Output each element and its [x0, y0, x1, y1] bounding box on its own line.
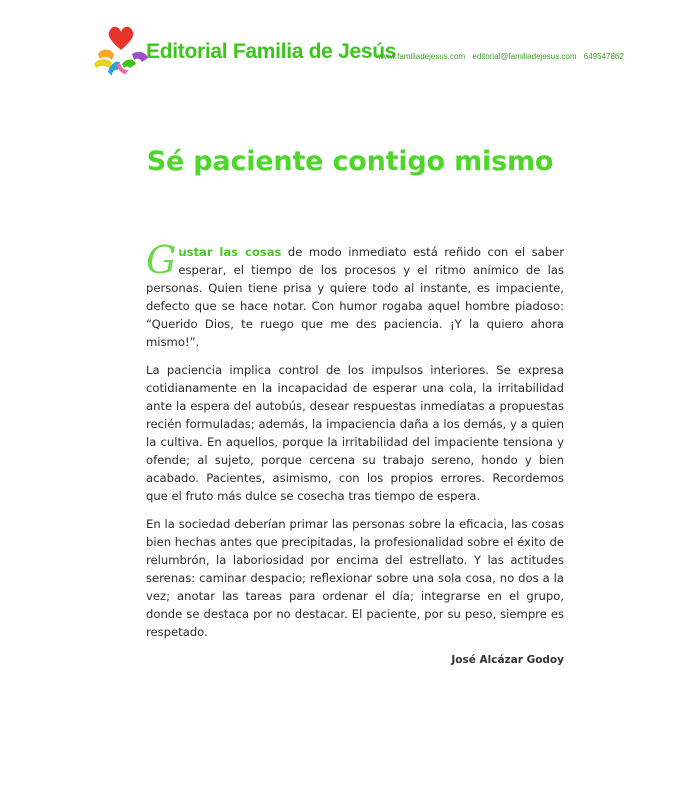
paragraph-1 — [146, 238, 564, 351]
article-body — [146, 238, 564, 669]
author-signature: José Alcázar Godoy — [451, 654, 564, 666]
brand-name: Editorial Familia de Jesús — [146, 40, 397, 63]
paragraph-3: En la sociedad deberían primar las personas sobre la eficacia, las cosas bien hechas antes que precipitadas, la profesionalidad sobre el éxito de relumbrón, la laboriosidad por encima del estrellato. Y las actitudes serenas: caminar despacio; reflexionar sobre una sola cosa, no dos a la vez; anotar las tareas para ordenar el día; integrarse en el grupo, donde se destaca por no destacar. El paciente, por su peso, siempre es respetado. — [146, 517, 564, 639]
email-link[interactable]: editorial@familiadejesus.com — [472, 52, 577, 61]
lead-words: ustar las cosas — [178, 245, 282, 259]
paragraph-2: La paciencia implica control de los impulsos interiores. Se expresa cotidianamente en la incapacidad de esperar una cola, la irritabilidad ante la espera del autobús, desear respuestas inmediatas a propuestas recién formuladas; además, la impaciencia daña a los demás, y a quien la cultiva. En aquellos, porque la irritabilidad del impaciente tensiona y ofende; al sujeto, porque cercena su trabajo sereno, hondo y bien acabado. Pacientes, asimismo, con los propios errores. Recordemos que el fruto más dulce se cosecha tras tiempo de espera. — [146, 363, 564, 503]
page-header — [92, 24, 624, 84]
paragraph-1-text: de modo inmediato está reñido con el saber esperar, el tiempo de los procesos y el ritmo anímico de las personas. Quien tiene prisa y quiere todo al instante, es impaciente, defecto que se hace notar. Con humor rogaba aquel hombre piadoso: “Querido Dios, te ruego que me des paciencia. ¡Y la quiero ahora mismo!”. — [146, 245, 564, 349]
phone-number: 649547862 — [583, 52, 624, 61]
contact-info — [378, 52, 629, 61]
drop-cap: G — [146, 238, 177, 282]
heart-hands-logo-icon — [92, 24, 150, 80]
website-link[interactable]: www.familiadejesus.com — [378, 52, 466, 61]
article-title: Sé paciente contigo mismo — [146, 146, 554, 177]
